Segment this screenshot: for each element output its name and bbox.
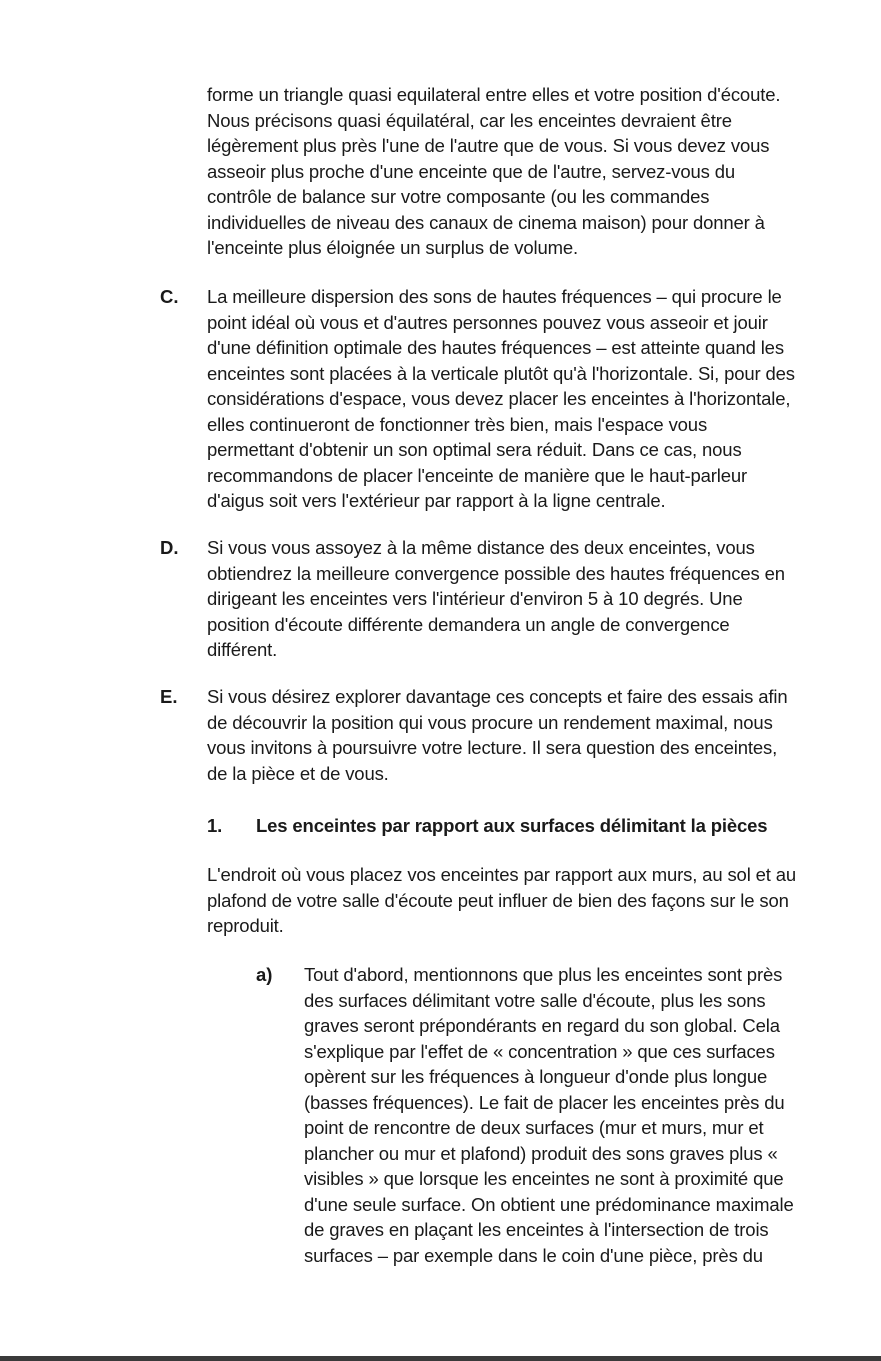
text-line: recommandons de placer l'enceinte de manière que le haut-parleur bbox=[207, 464, 748, 486]
section-c-paragraph bbox=[207, 284, 795, 514]
text-line: (basses fréquences). Le fait de placer les enceintes près du bbox=[304, 1091, 785, 1113]
text-line: forme un triangle quasi equilateral entre elles et votre position d'écoute. bbox=[207, 84, 781, 105]
text-line: Si vous vous assoyez à la même distance des deux enceintes, vous bbox=[207, 537, 755, 558]
text-line: d'une seule surface. On obtient une prédominance maximale bbox=[304, 1193, 794, 1215]
text-line: considérations d'espace, vous devez placer les enceintes à l'horizontale, bbox=[207, 388, 791, 409]
text-line: Tout d'abord, mentionnons que plus les enceintes sont près bbox=[304, 964, 783, 985]
section-c-marker: C. bbox=[160, 286, 179, 307]
page-bottom-edge bbox=[0, 1356, 881, 1361]
text-line: La meilleure dispersion des sons de hautes fréquences – qui procure le bbox=[207, 286, 782, 307]
text-line: de découvrir la position qui vous procure un rendement maximal, nous bbox=[207, 711, 773, 733]
text-line: graves seront prépondérants en regard du son global. Cela bbox=[304, 1015, 780, 1036]
item-a-paragraph bbox=[304, 962, 794, 1268]
text-line: différent. bbox=[207, 639, 278, 660]
text-line: enceintes sont placées à la verticale plutôt qu'à l'horizontale. Si, pour des bbox=[207, 362, 795, 384]
text-line: obtiendrez la meilleure convergence possible des hautes fréquences en bbox=[207, 562, 785, 584]
text-line: surfaces – par exemple dans le coin d'une pièce, près du bbox=[304, 1244, 763, 1266]
subsection-paragraph bbox=[207, 862, 796, 939]
text-line: Nous précisons quasi équilatéral, car les enceintes devraient être bbox=[207, 109, 732, 131]
section-d-marker: D. bbox=[160, 537, 179, 558]
text-line: vous invitons à poursuivre votre lecture. Il sera question des enceintes, bbox=[207, 737, 778, 758]
text-line: légèrement plus près l'une de l'autre que de vous. Si vous devez vous bbox=[207, 135, 770, 156]
section-e-paragraph bbox=[207, 684, 788, 786]
text-line: individuelles de niveau des canaux de cinema maison) pour donner à bbox=[207, 211, 765, 233]
text-line: d'une définition optimale des hautes fréquences – est atteinte quand les bbox=[207, 337, 784, 358]
text-line: point de rencontre de deux surfaces (mur et murs, mur et bbox=[304, 1117, 764, 1138]
text-line: visibles » que lorsque les enceintes ne sont à proximité que bbox=[304, 1168, 784, 1189]
subsection-title: Les enceintes par rapport aux surfaces délimitant la pièces bbox=[256, 815, 768, 836]
subsection-number: 1. bbox=[207, 815, 223, 836]
text-line: plafond de votre salle d'écoute peut influer de bien des façons sur le son bbox=[207, 889, 789, 911]
text-line: dirigeant les enceintes vers l'intérieur d'environ 5 à 10 degrés. Une bbox=[207, 588, 743, 609]
text-line: d'aigus soit vers l'extérieur par rapport à la ligne centrale. bbox=[207, 490, 666, 511]
text-line: contrôle de balance sur votre composante (ou les commandes bbox=[207, 186, 710, 207]
text-line: reproduit. bbox=[207, 915, 284, 936]
text-line: elles continueront de fonctionner très bien, mais l'espace vous bbox=[207, 413, 708, 435]
section-d-paragraph bbox=[207, 535, 785, 663]
text-line: de graves en plaçant les enceintes à l'intersection de trois bbox=[304, 1219, 769, 1240]
item-a-marker: a) bbox=[256, 964, 273, 985]
text-line: position d'écoute différente demandera un angle de convergence bbox=[207, 613, 730, 635]
text-line: s'explique par l'effet de « concentration » que ces surfaces bbox=[304, 1040, 775, 1062]
text-line: L'endroit où vous placez vos enceintes par rapport aux murs, au sol et au bbox=[207, 864, 797, 885]
text-line: de la pièce et de vous. bbox=[207, 762, 389, 784]
text-line: plancher ou mur et plafond) produit des sons graves plus « bbox=[304, 1142, 778, 1164]
text-line: Si vous désirez explorer davantage ces concepts et faire des essais afin bbox=[207, 686, 788, 707]
text-line: opèrent sur les fréquences à longueur d'onde plus longue bbox=[304, 1066, 768, 1087]
text-line: permettant d'obtenir un son optimal sera réduit. Dans ce cas, nous bbox=[207, 439, 742, 460]
text-line: des surfaces délimitant votre salle d'écoute, plus les sons bbox=[304, 989, 766, 1011]
section-e-marker: E. bbox=[160, 686, 178, 707]
text-line: point idéal où vous et d'autres personnes pouvez vous asseoir et jouir bbox=[207, 311, 768, 333]
intro-paragraph bbox=[207, 82, 780, 261]
text-line: asseoir plus proche d'une enceinte que de l'autre, servez-vous du bbox=[207, 160, 735, 182]
text-line: l'enceinte plus éloignée un surplus de volume. bbox=[207, 237, 578, 258]
